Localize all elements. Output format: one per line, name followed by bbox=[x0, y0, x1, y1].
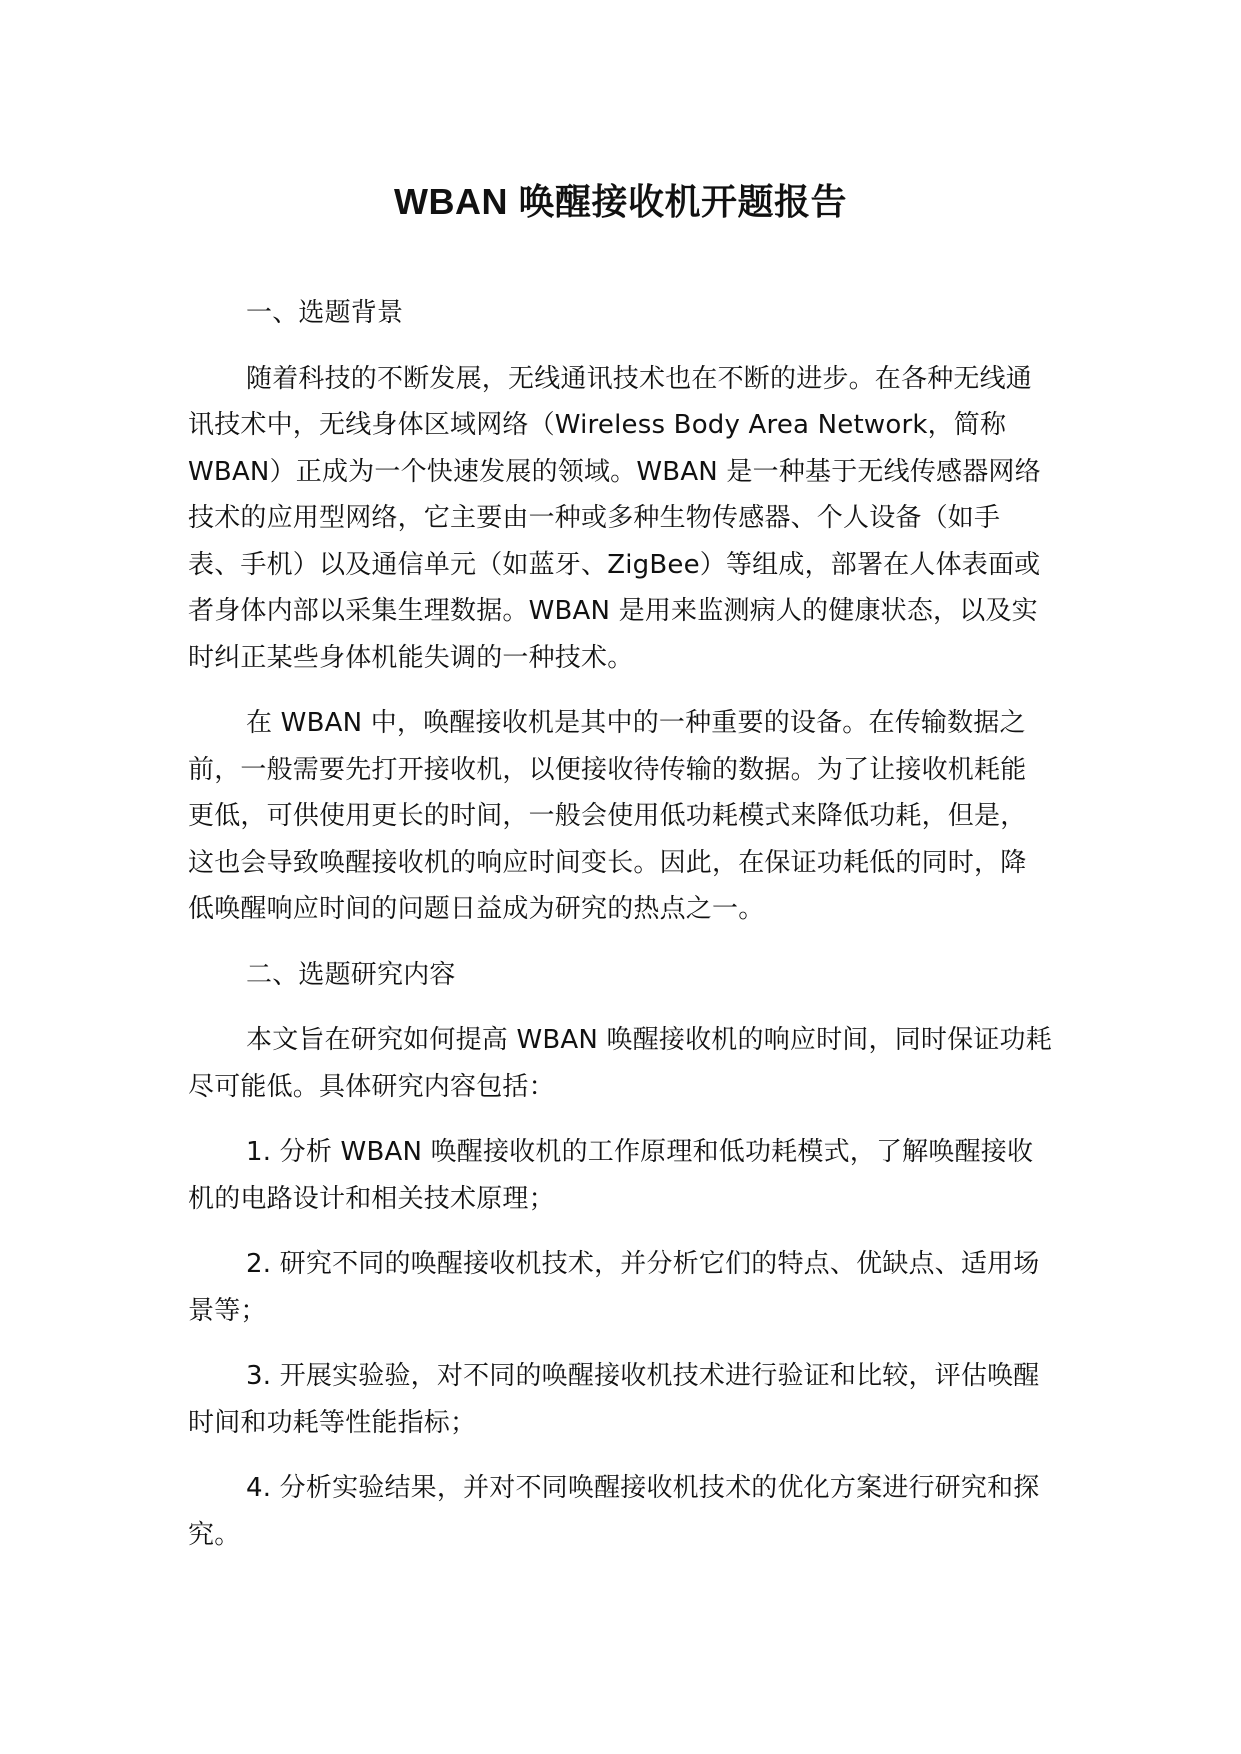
section-heading-research-content: 二、选题研究内容 bbox=[246, 959, 456, 990]
paragraph-background-2: 在 WBAN 中，唤醒接收机是其中的一种重要的设备。在传输数据之前，一般需要先打开接收机，以便接收待传输的数据。为了让接收机耗能更低，可供使用更长的时间，一般会使用低功耗模式来降低功耗，但是，这也会导致唤醒接收机的响应时间变长。因此，在保证功耗低的同时，降低唤醒响应时间的问题日益成为研究的热点之一。 bbox=[188, 708, 1027, 924]
document-title: WBAN 唤醒接收机开题报告 bbox=[394, 181, 847, 222]
list-item-research-4: 4. 分析实验结果，并对不同唤醒接收机技术的优化方案进行研究和探究。 bbox=[188, 1473, 1040, 1550]
list-item-research-2: 2. 研究不同的唤醒接收机技术，并分析它们的特点、优缺点、适用场景等； bbox=[188, 1249, 1040, 1326]
list-item-research-3: 3. 开展实验验，对不同的唤醒接收机技术进行验证和比较，评估唤醒时间和功耗等性能指标； bbox=[188, 1361, 1040, 1438]
document-body bbox=[188, 290, 1052, 1577]
paragraph-research-intro: 本文旨在研究如何提高 WBAN 唤醒接收机的响应时间，同时保证功耗尽可能低。具体研究内容包括： bbox=[188, 1025, 1052, 1102]
section-heading-background: 一、选题背景 bbox=[246, 298, 404, 328]
paragraph-background-1: 随着科技的不断发展，无线通讯技术也在不断的进步。在各种无线通讯技术中，无线身体区域网络（Wireless Body Area Network，简称WBAN）正成为一个快速发展的领域。WBAN 是一种基于无线传感器网络技术的应用型网络，它主要由一种或多种生物传感器、个人设备（如手表、手机）以及通信单元（如蓝牙、ZigBee）等组成，部署在人体表面或者身体内部以采集生理数据。WBAN 是用来监测病人的健康状态，以及实时纠正某些身体机能失调的一种技术。 bbox=[188, 363, 1041, 673]
list-item-research-1: 1. 分析 WBAN 唤醒接收机的工作原理和低功耗模式，了解唤醒接收机的电路设计和相关技术原理； bbox=[188, 1137, 1034, 1214]
